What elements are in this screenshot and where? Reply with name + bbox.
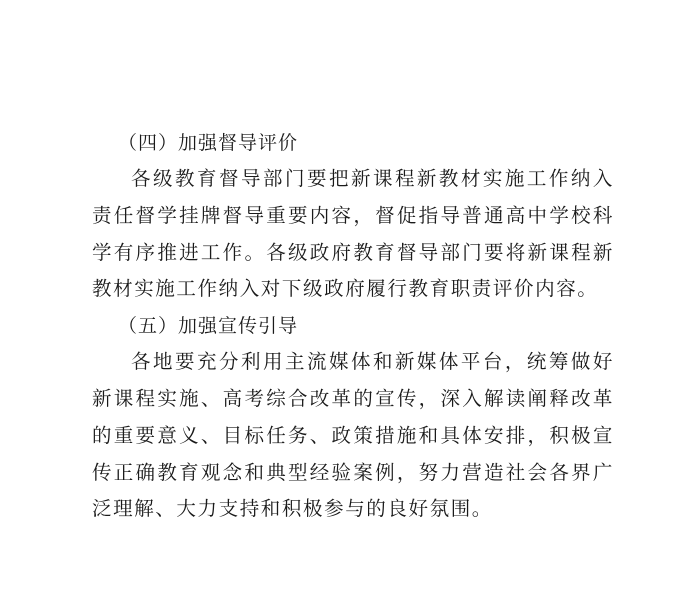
section-heading-publicity: （五）加强宣传引导 xyxy=(118,315,299,338)
section-paragraph-supervision: 各级教育督导部门要把新课程新教材实施工作纳入责任督学挂牌督导重要内容，督促指导普通高中学校科学有序推进工作。各级政府教育督导部门要将新课程新教材实施工作纳入对下级政府履行教育职责评价内容。 xyxy=(92,167,614,301)
section-heading-supervision: （四）加强督导评价 xyxy=(118,132,299,154)
section-paragraph-publicity: 各地要充分利用主流媒体和新媒体平台，统筹做好新课程实施、高考综合改革的宣传，深入解读阐释改革的重要意义、目标任务、政策措施和具体安排，积极宣传正确教育观念和典型经验案例，努力营造社会各界广泛理解、大力支持和积极参与的良好氛围。 xyxy=(92,350,614,521)
document-body xyxy=(92,125,614,528)
